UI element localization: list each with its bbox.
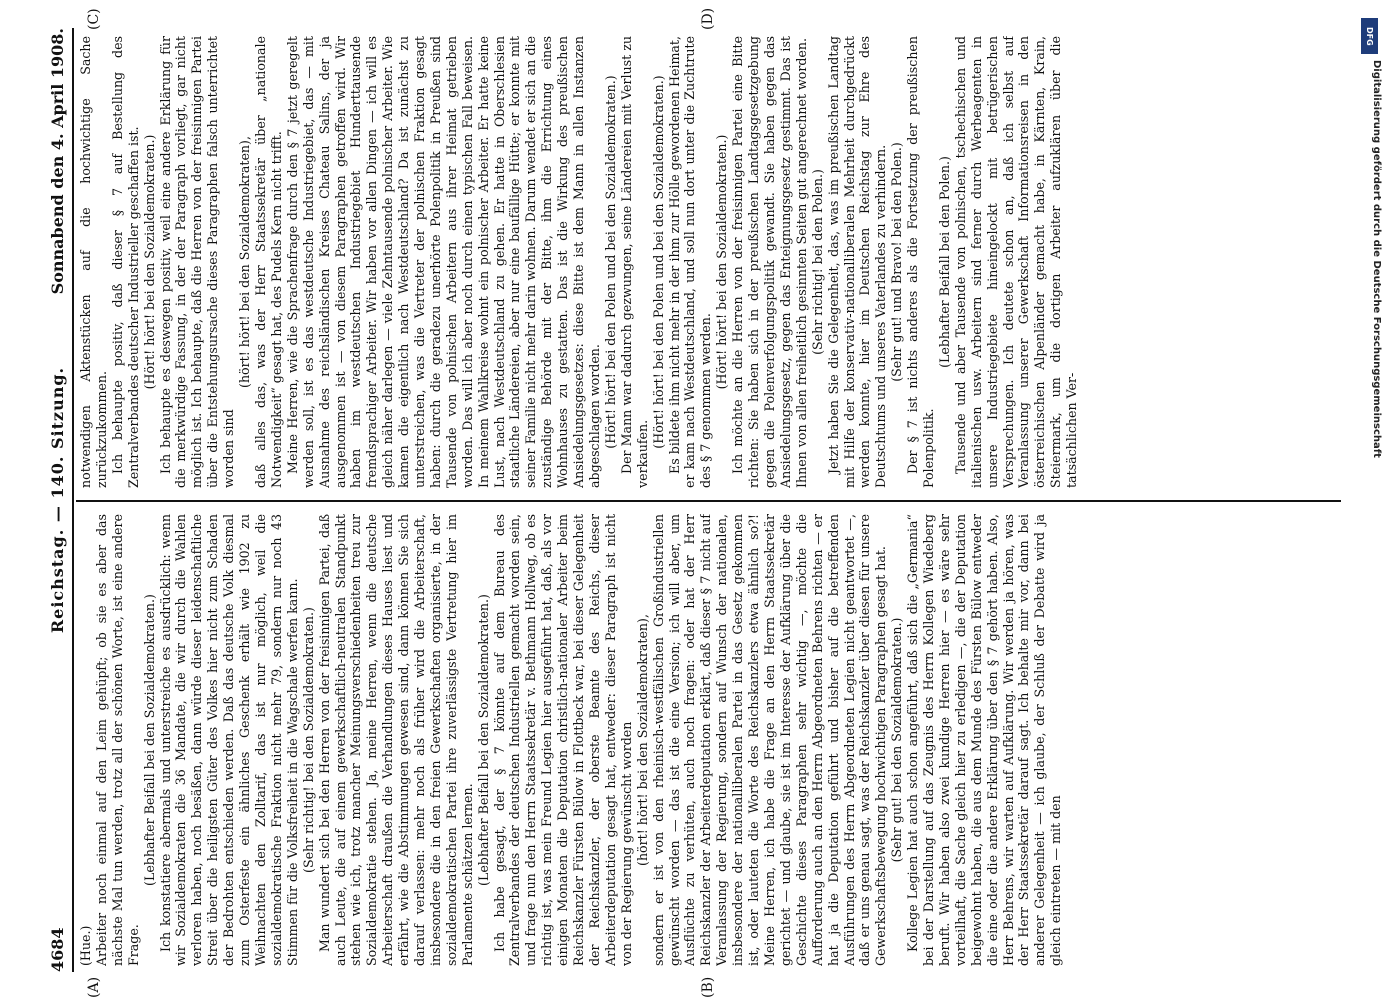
dfg-logo: DFG xyxy=(1361,18,1378,54)
paragraph: Ich möchte an die Herren von der freisinnigen Partei eine Bitte richten: Sie haben sich in der preußischen Landtagsgesetzgebung gegen die Polenverfolgungspolitik gewandt. Sie haben gegen das Ansiedelungsgesetz, gegen das Enteignungsgesetz gestimmt. Das ist Ihnen von allen freiheitlich gesinnten Seiten gut angerechnet worden. xyxy=(730,36,809,488)
paragraph: Meine Herren, wie die Sprachenfrage durch den § 7 jetzt geregelt werden soll, ist es das westdeutsche Industriegebiet, das — mit Ausnahme des reichsländischen Kreises Chateau Salins, der ja ausgenommen ist — von diesem Paragraphen getroffen wird. Wir haben im westdeutschen Industriegebiet Hunderttausende fremdsprachiger Arbeiter. Wir haben vor allen Dingen — ich will es gleich näher darlegen — viele Zehntausende polnischer Arbeiter. Wie kamen die eigentlich nach Westdeutschland? Da ist zunächst zu unterstreichen, was die Vertreter der polnischen Fraktion gesagt haben: durch die geradezu unerhörte Polenpolitik in Preußen sind Tausende von polnischen Arbeitern aus ihrer Heimat getrieben worden. Das will ich aber noch durch einen typischen Fall beweisen. In meinem Wahlkreise wohnt ein polnischer Arbeiter. Er hatte keine Lust, nach Westdeutschland zu gehen. Er hatte in Oberschlesien staatliche Ländereien, aber nur eine baufällige Hütte; er konnte mit seiner Familie nicht mehr darin wohnen. Darum wendet er sich an die zuständige Behörde mit der Bitte, ihm die Errichtung eines Wohnhauses zu gestatten. Das ist die Wirkung des preußischen Ansiedelungsgesetzes: diese Bitte ist dem Mann in allen Instanzen abgeschlagen worden. xyxy=(284,36,602,488)
left-column xyxy=(78,514,1333,966)
interjection: (Hört! hört! bei den Sozialdemokraten.) xyxy=(714,134,730,390)
interjection: (Lebhafter Beifall bei den Sozialdemokraten.) xyxy=(141,594,157,886)
page-date: Sonnabend den 4. April 1908. xyxy=(48,28,67,295)
paragraph: notwendigen Aktenstücken auf die hochwichtige Sache zurückzukommen. xyxy=(78,36,109,488)
paragraph: Es bildete ihm nicht mehr in der ihm zur Hölle gewordenen Heimat, er kam nach Westdeutschland, und soll nun dort unter die Zuchtrute des § 7 genommen werden. xyxy=(666,36,714,488)
margin-mark-a: (A) xyxy=(86,976,102,998)
paragraph: Ich habe gesagt, der § 7 könnte auf dem Bureau des Zentralverbandes der deutschen Industriellen gemacht worden sein, und frage nun den Herrn Staatssekretär v. Bethmann Hollweg, ob es richtig ist, was mein Freund Legien hier ausgeführt hat, daß, als vor einigen Monaten die Deputation christlich-nationaler Arbeiter beim Reichskanzler Fürsten Bülow in Flottbeck war, bei dieser Gelegenheit der Reichskanzler, der oberste Beamte des Reichs, dieser Arbeiterdeputation gesagt hat, entweder: dieser Paragraph ist nicht von der Regierung gewünscht worden xyxy=(491,514,634,966)
interjection: (hört! hört! bei den Sozialdemokraten), xyxy=(237,136,253,388)
interjection: (Lebhafter Beifall bei den Sozialdemokraten.) xyxy=(475,594,491,886)
interjection: (Hört! hört! bei den Polen und bei den Sozialdemokraten.) xyxy=(650,75,666,449)
interjection: (Sehr richtig! bei den Polen.) xyxy=(809,169,825,355)
margin-mark-c: (C) xyxy=(86,8,102,30)
interjection: (Sehr richtig! bei den Sozialdemokraten.) xyxy=(300,607,316,873)
page-header xyxy=(48,28,74,972)
paragraph: daß alles das, was der Herr Staatssekretär über „nationale Notwendigkeit“ gesagt hat, des Pudels Kern nicht trifft. xyxy=(252,36,284,488)
page-title: Reichstag. — 140. Sitzung. xyxy=(48,366,67,634)
paragraph: Ich behaupte positiv, daß dieser § 7 auf Bestellung des Zentralverbandes deutscher Industrieller geschaffen ist. xyxy=(109,36,141,488)
paragraph: sondern er ist von den rheinisch-westfälischen Großindustriellen gewünscht worden — das ist die eine Version; ich will aber, um Ausflüchte zu verhüten, auch noch fragen: oder hat der Herr Reichskanzler der Arbeiterdeputation erklärt, daß dieser § 7 nicht auf Veranlassung der Regierung, sondern auf Wunsch der nationalen, insbesondere der nationalliberalen Partei in das Gesetz gekommen ist, oder lauteten die Worte des Reichskanzlers etwa ähnlich so?! Meine Herren, ich habe die Frage an den Herrn Staatssekretär gerichtet — und glaube, sie ist im Interesse der Aufklärung über die Geschichte dieses Paragraphen sehr wichtig —, möchte die Aufforderung auch an den Herrn Abgeordneten Behrens richten — er hat ja die Deputation geführt und bisher auf die betreffenden Ausführungen des Herrn Abgeordneten Legien nicht geantwortet —, daß er uns genau sagt, was der Reichskanzler über diesen für unsere Gewerkschaftsbewegung hochwichtigen Paragraphen gesagt hat. xyxy=(650,514,889,966)
paragraph: Der Mann war dadurch gezwungen, seine Ländereien mit Verlust zu verkaufen. xyxy=(618,36,650,488)
right-column xyxy=(78,36,1333,488)
paragraph: Man wundert sich bei den Herren von der freisinnigen Partei, daß auch Leute, die auf einem gewerkschaftlich-neutralen Standpunkt stehen wie ich, trotz mancher Meinungsverschiedenheiten treu zur Sozialdemokratie stehen. Ja, meine Herren, wenn die deutsche Arbeiterschaft draußen die Verhandlungen dieses Hauses liest und erfährt, wie die Abstimmungen gewesen sind, dann können Sie sich darauf verlassen: mehr noch als früher wird die Arbeiterschaft, insbesondere die in den freien Gewerkschaften organisierte, in der sozialdemokratischen Partei ihre zuverlässigste Vertretung hier im Parlamente schätzen lernen. xyxy=(316,514,475,966)
interjection: (Hört! hört! bei den Polen und bei den Sozialdemokraten.) xyxy=(602,75,618,449)
paragraph: Arbeiter noch einmal auf den Leim gehüpft; ob sie es aber das nächste Mal tun werden, trotz all der schönen Worte, ist eine andere Frage. xyxy=(93,514,141,966)
paragraph: Der § 7 ist nichts anderes als die Fortsetzung der preußischen Polenpolitik. xyxy=(905,36,937,488)
digitization-note xyxy=(1360,14,1383,634)
interjection: (hört! hört! bei den Sozialdemokraten), xyxy=(634,614,650,866)
column-divider xyxy=(76,500,1341,502)
interjection: (Hört! hört! bei den Sozialdemokraten.) xyxy=(141,134,157,390)
header-rule xyxy=(72,28,74,972)
speaker-note: (Hue.) xyxy=(78,925,93,966)
paragraph: Ich konstatiere abermals und unterstreiche es ausdrücklich: wenn wir Sozialdemokraten die 36 Mandate, die wir durch die Wahlen verloren haben, noch besäßen, dann würde dieser leidenschaftliche Streit über die heiligsten Güter des Volkes hier nicht zum Schaden der Bedrohten entschieden werden. Daß das deutsche Volk diesmal zum Osterfeste ein ähnliches Geschenk erhält wie 1902 zu Weihnachten den Zolltarif, das ist nur möglich, weil die sozialdemokratische Fraktion nicht mehr 79, sondern nur noch 43 Stimmen für die Volksfreiheit in die Wagschale werfen kann. xyxy=(157,514,300,966)
interjection: (Lebhafter Beifall bei den Polen.) xyxy=(936,156,952,368)
margin-mark-b: (B) xyxy=(700,976,716,998)
paragraph: Kollege Legien hat auch schon angeführt, daß sich die „Germania“ bei der Darstellung auf das Zeugnis des Herrn Kollegen Wiedeberg beruft. Wir haben also zwei kundige Herren hier — es wäre sehr vorteilhaft, die Sache gleich hier zu erledigen —, die der Deputation beigewohnt haben, die aus dem Munde des Fürsten Bülow entweder die eine oder die andere Erklärung über den § 7 gehört haben. Also, Herr Behrens, wir warten auf Aufklärung. Wir werden ja hören, was der Herr Staatssekretär darauf sagt. Ich behalte mir vor, dann bei anderer Gelegenheit — ich glaube, der Schluß der Debatte wird ja gleich eintreten — mit den xyxy=(905,514,1064,966)
digitization-text: Digitalisierung gefördert durch die Deutsche Forschungsgemeinschaft xyxy=(1371,60,1382,458)
page-number: 4684 xyxy=(48,927,67,972)
paragraph: Jetzt haben Sie die Gelegenheit, das, was im preußischen Landtag mit Hilfe der konservativ-nationalliberalen Mehrheit durchgedrückt werden konnte, hier im Deutschen Reichstag zur Ehre des Deutschtums und unseres Vaterlandes zu verhindern. xyxy=(825,36,889,488)
margin-mark-d: (D) xyxy=(700,7,716,30)
interjection: (Sehr gut! und Bravo! bei den Polen.) xyxy=(889,142,905,382)
interjection: (Sehr gut! bei den Sozialdemokraten.) xyxy=(889,617,905,863)
paragraph: Tausende und aber Tausende von polnischen, tschechischen und italienischen usw. Arbeitern sind ferner durch Werbeagenten in unsere Industriegebiete hineingelockt mit betrügerischen Versprechungen. Ich deutete schon an, daß ich selbst auf Veranlassung unserer Gewerkschaft Informationsreisen in den österreichischen Alpenländer gemacht habe, in Kärnten, Krain, Steiermark, um die dortigen Arbeiter aufzuklären über die tatsächlichen Ver- xyxy=(952,36,1080,488)
paragraph: Ich behaupte es deswegen positiv, weil eine andere Erklärung für die merkwürdige Fassung, in der der Paragraph vorliegt, gar nicht möglich ist. Ich behaupte, daß die Herren von der freisinnigen Partei über die Entstehungsursache dieses Paragraphen falsch unterrichtet worden sind xyxy=(157,36,237,488)
